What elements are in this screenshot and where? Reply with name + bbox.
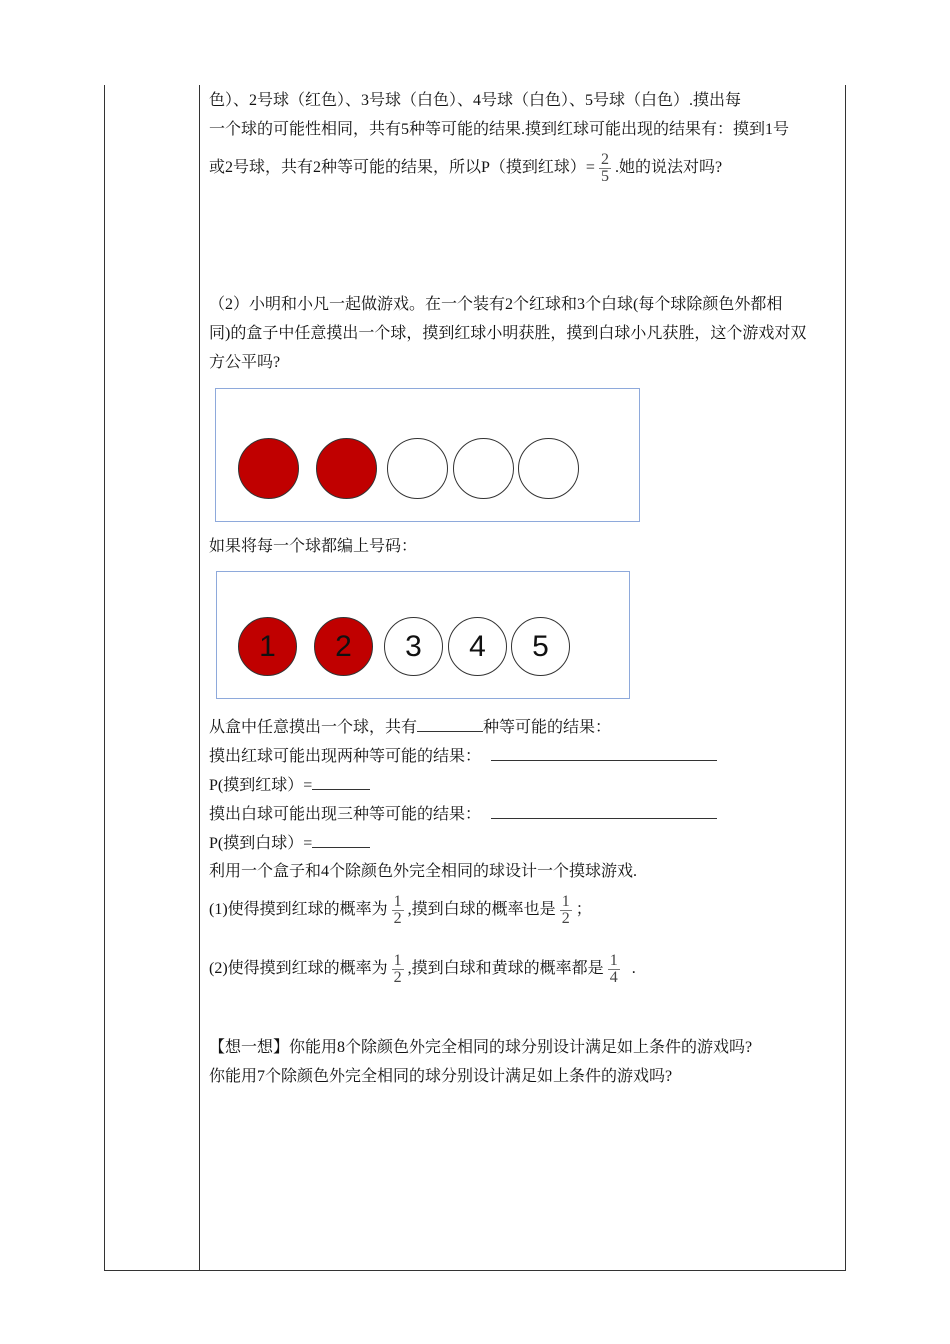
text-line: 一个球的可能性相同，共有5种等可能的结果.摸到红球可能出现的结果有：摸到1号 [209, 121, 790, 138]
numerator: 1 [393, 952, 402, 969]
denominator: 5 [600, 168, 609, 185]
text-line: 色）、2号球（红色）、3号球（白色）、4号球（白色）、5号球（白色）.摸出每 [209, 92, 742, 109]
text: (2)使得摸到红球的概率为 [209, 960, 388, 978]
text: ,摸到白球的概率也是 [407, 901, 556, 919]
text-line: 如果将每一个球都编上号码： [209, 538, 418, 555]
denominator: 2 [393, 910, 402, 927]
table-border-right [845, 85, 846, 1271]
text: ； [575, 901, 592, 919]
red-ball [238, 438, 299, 499]
text-line: 同)的盒子中任意摸出一个球，摸到红球小明获胜，摸到白球小凡获胜，这个游戏对双 [209, 325, 807, 342]
text-line [209, 953, 636, 986]
text: ,摸到白球和黄球的概率都是 [407, 960, 604, 978]
numerator: 2 [600, 151, 609, 168]
fraction [392, 953, 404, 986]
text: 种等可能的结果： [483, 719, 612, 736]
table-border-bottom [104, 1270, 846, 1271]
white-ball [518, 438, 579, 499]
white-ball-3: 3 [384, 617, 443, 676]
think-prompt: 【想一想】你能用8个除颜色外完全相同的球分别设计满足如上条件的游戏吗? [209, 1039, 753, 1056]
answer-blank[interactable] [491, 804, 717, 819]
numerator: 1 [561, 893, 570, 910]
numerator: 1 [393, 893, 402, 910]
white-ball [387, 438, 448, 499]
fraction [392, 894, 404, 927]
white-ball [453, 438, 514, 499]
denominator: 2 [393, 969, 402, 986]
text: .她的说法对吗? [614, 159, 723, 177]
text: P(摸到红球）= [209, 777, 313, 794]
denominator: 2 [561, 910, 570, 927]
denominator: 4 [609, 969, 618, 986]
text: (1)使得摸到红球的概率为 [209, 901, 388, 919]
white-ball-4: 4 [448, 617, 507, 676]
text-line [209, 746, 717, 767]
text-line: 利用一个盒子和4个除颜色外完全相同的球设计一个摸球游戏. [209, 863, 638, 880]
text-line [209, 152, 722, 185]
text: 从盒中任意摸出一个球，共有 [209, 719, 418, 736]
fraction [608, 953, 620, 986]
text: . [631, 960, 636, 978]
answer-blank[interactable] [491, 746, 717, 761]
text-line [209, 894, 592, 927]
text-line [209, 717, 611, 738]
question-2: （2）小明和小凡一起做游戏。在一个装有2个红球和3个白球(每个球除颜色外都相 [209, 296, 783, 313]
answer-blank[interactable] [417, 717, 483, 732]
fraction [599, 152, 611, 185]
text: P(摸到白球）= [209, 835, 313, 852]
text: 或2号球，共有2种等可能的结果，所以P（摸到红球）= [209, 159, 595, 177]
red-ball-2: 2 [314, 617, 373, 676]
answer-blank[interactable] [312, 833, 370, 848]
text-line [209, 833, 370, 854]
red-ball-1: 1 [238, 617, 297, 676]
text-line [209, 775, 370, 796]
text-line [209, 804, 717, 825]
table-column-divider [199, 85, 200, 1271]
text-line: 你能用7个除颜色外完全相同的球分别设计满足如上条件的游戏吗? [209, 1068, 673, 1085]
text-line: 方公平吗? [209, 354, 281, 371]
text: 摸出白球可能出现三种等可能的结果： [209, 806, 482, 823]
text: 摸出红球可能出现两种等可能的结果： [209, 748, 482, 765]
numerator: 1 [609, 952, 618, 969]
table-border-left [104, 85, 105, 1271]
red-ball [316, 438, 377, 499]
white-ball-5: 5 [511, 617, 570, 676]
answer-blank[interactable] [312, 775, 370, 790]
fraction [560, 894, 572, 927]
